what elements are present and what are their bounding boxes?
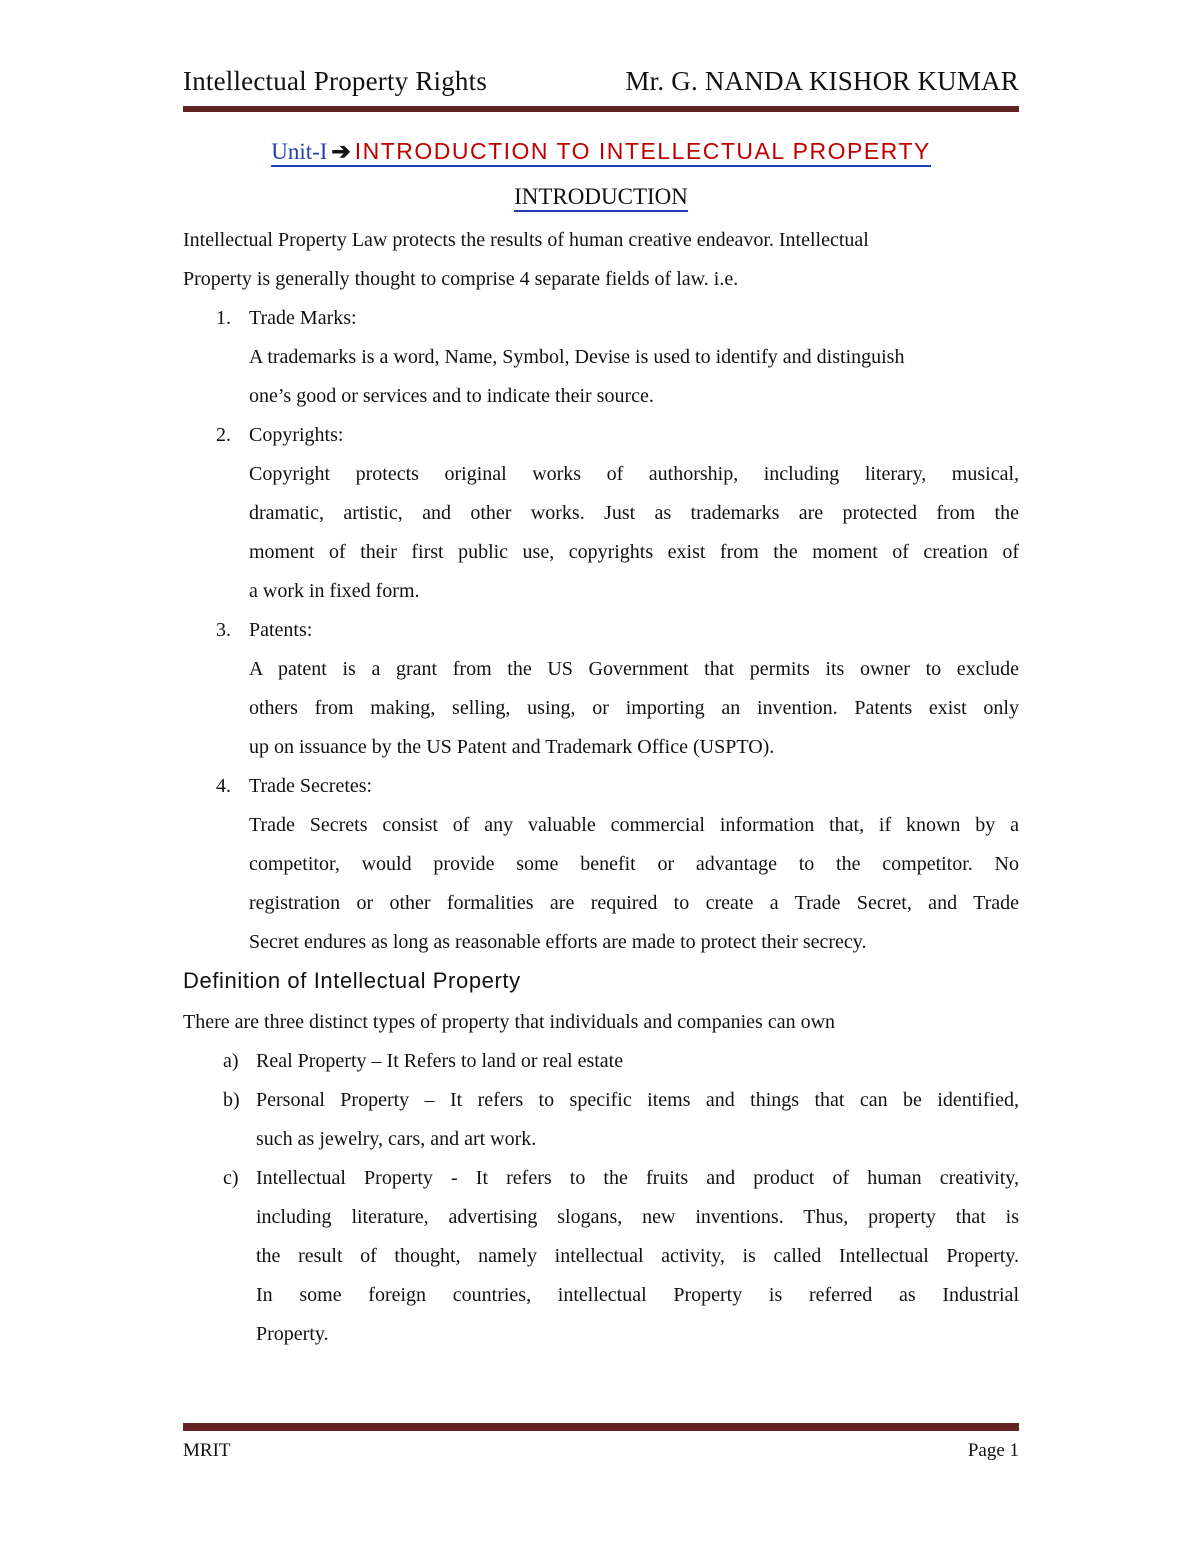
list-letter: a) (223, 1050, 239, 1072)
property-type-text: including literature, advertising slogans, new inventions. Thus, property that is (256, 1206, 1019, 1228)
header-course-title: Intellectual Property Rights (183, 66, 488, 96)
list-letter: b) (223, 1089, 240, 1111)
field-heading-trade-secretes: Trade Secretes: (249, 775, 373, 797)
field-heading-patents: Patents: (249, 619, 313, 641)
unit-heading: INTRODUCTION TO INTELLECTUAL PROPERTY (354, 138, 931, 164)
page-footer (183, 1440, 1019, 1462)
unit-label: Unit-I (271, 139, 328, 164)
section-title-text: INTRODUCTION (514, 184, 688, 212)
property-type-personal: Personal Property – It refers to specific items and things that can be identified, (256, 1089, 1019, 1111)
field-text: Trade Secrets consist of any valuable commercial information that, if known by a (249, 814, 1019, 836)
field-text: Copyright protects original works of authorship, including literary, musical, (249, 463, 1019, 485)
page-header (183, 66, 1019, 97)
list-number: 1. (216, 307, 231, 329)
footer-institution: MRIT (183, 1440, 231, 1461)
arrow-icon: ➔ (331, 139, 351, 164)
field-text: up on issuance by the US Patent and Trademark Office (USPTO). (249, 736, 775, 758)
intro-line-1: Intellectual Property Law protects the results of human creative endeavor. Intellectual (183, 229, 869, 251)
unit-title (183, 136, 1019, 167)
field-text: competitor, would provide some benefit or advantage to the competitor. No (249, 853, 1019, 875)
section-title (183, 182, 1019, 212)
field-heading-trade-marks: Trade Marks: (249, 307, 357, 329)
field-text: A trademarks is a word, Name, Symbol, Devise is used to identify and distinguish (249, 346, 905, 368)
list-letter: c) (223, 1167, 239, 1189)
field-text: registration or other formalities are required to create a Trade Secret, and Trade (249, 892, 1019, 914)
property-type-text: Property. (256, 1323, 329, 1345)
field-text: a work in fixed form. (249, 580, 420, 602)
field-text: dramatic, artistic, and other works. Just as trademarks are protected from the (249, 502, 1019, 524)
list-number: 4. (216, 775, 231, 797)
field-text: one’s good or services and to indicate their source. (249, 385, 654, 407)
field-text: others from making, selling, using, or importing an invention. Patents exist only (249, 697, 1019, 719)
page-number: Page 1 (967, 1440, 1019, 1461)
intro-line-2: Property is generally thought to comprise 4 separate fields of law. i.e. (183, 268, 739, 290)
property-type-real: Real Property – It Refers to land or real estate (256, 1050, 624, 1072)
property-type-intellectual: Intellectual Property - It refers to the fruits and product of human creativity, (256, 1167, 1019, 1189)
property-type-text: such as jewelry, cars, and art work. (256, 1128, 537, 1150)
list-number: 2. (216, 424, 231, 446)
list-number: 3. (216, 619, 231, 641)
property-type-text: the result of thought, namely intellectual activity, is called Intellectual Property. (256, 1245, 1019, 1267)
definition-intro: There are three distinct types of property that individuals and companies can own (183, 1011, 836, 1033)
field-text: Secret endures as long as reasonable efforts are made to protect their secrecy. (249, 931, 867, 953)
definition-heading: Definition of Intellectual Property (183, 968, 521, 993)
header-author: Mr. G. NANDA KISHOR KUMAR (625, 66, 1019, 96)
property-type-text: In some foreign countries, intellectual Property is referred as Industrial (256, 1284, 1019, 1306)
footer-rule (183, 1423, 1019, 1431)
field-text: moment of their first public use, copyrights exist from the moment of creation of (249, 541, 1019, 563)
field-text: A patent is a grant from the US Government that permits its owner to exclude (249, 658, 1019, 680)
field-heading-copyrights: Copyrights: (249, 424, 344, 446)
header-rule (183, 106, 1019, 112)
